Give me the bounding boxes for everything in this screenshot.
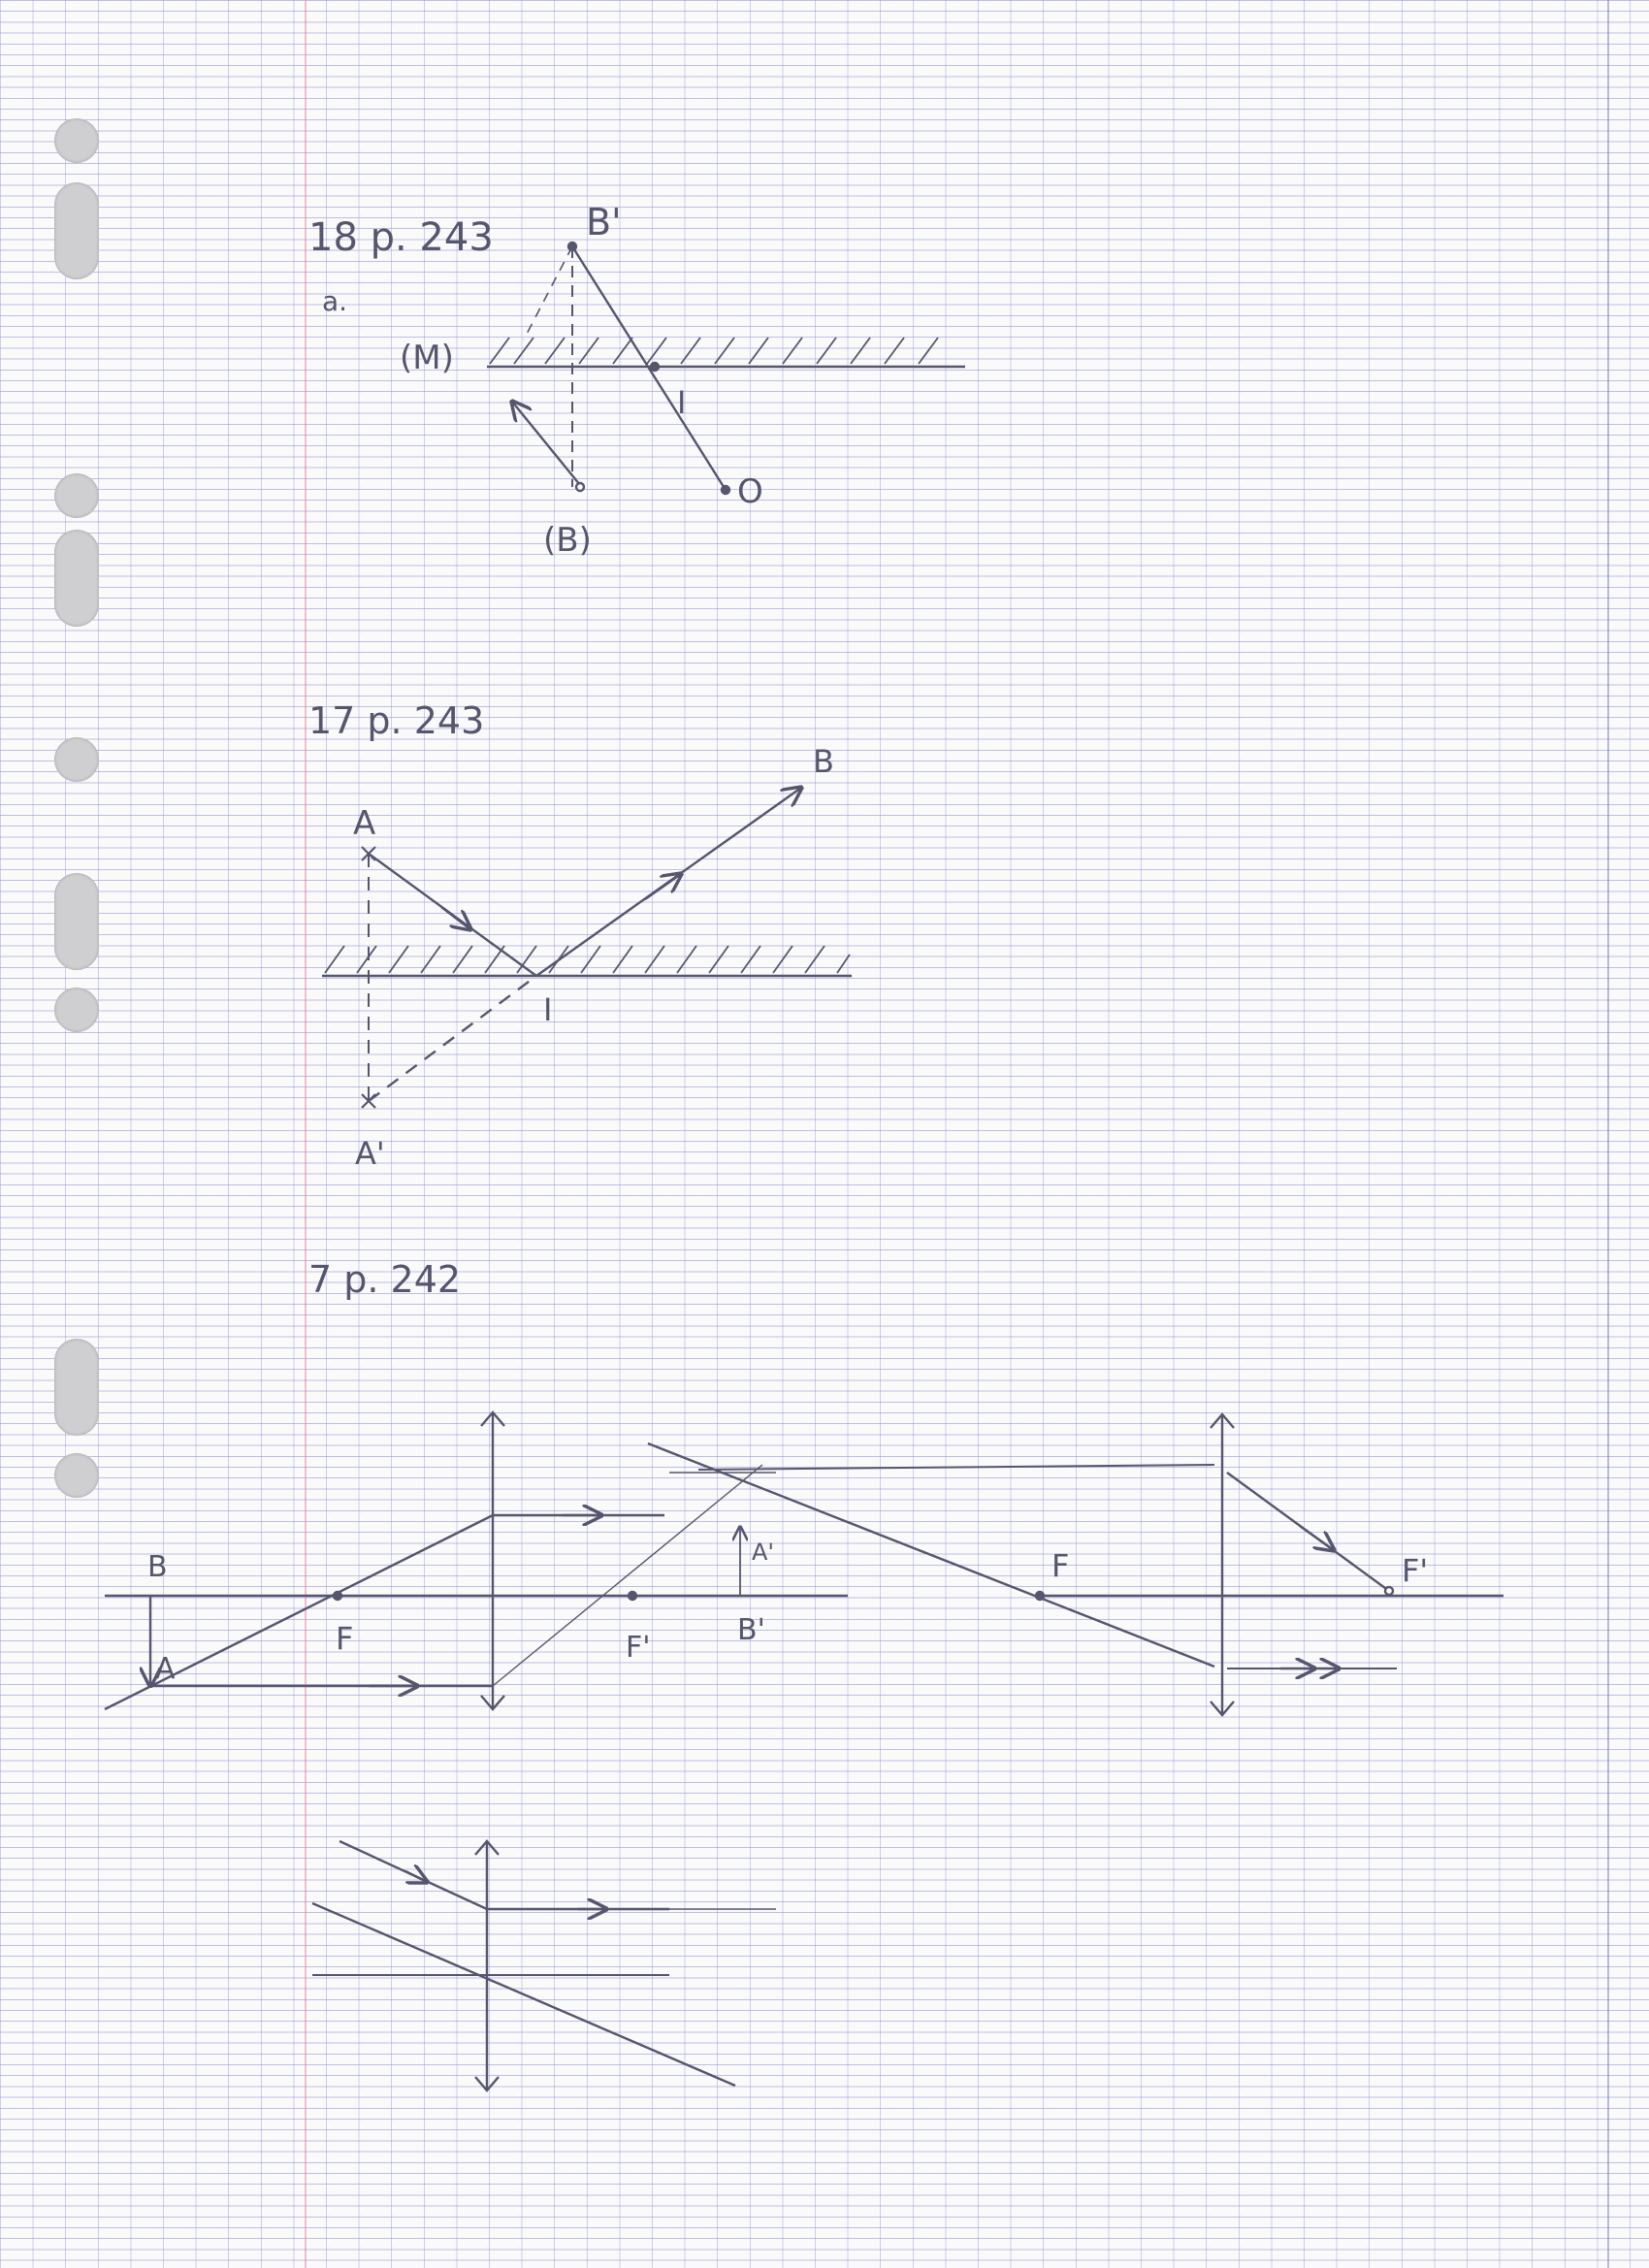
oblique-ray [648,1443,1214,1667]
central-ray [312,1903,735,2086]
point-a-label: A [155,1652,176,1686]
point-a-prime-label: A' [752,1539,775,1566]
point-b-prime-label: B' [737,1613,765,1647]
exercise-17-heading: 17 p. 243 [308,699,485,742]
point-b-label: B [813,743,834,780]
virtual-ray-line [572,246,726,490]
lens-sketch [312,1841,776,2090]
point-f-2-label: F [1051,1547,1070,1584]
point-f-prime-2 [1385,1587,1393,1595]
point-b-label: B [147,1550,168,1584]
point-o [722,486,729,494]
point-i [651,363,659,371]
virtual-ray-extension [524,246,572,340]
point-f-prime-label: F' [626,1631,651,1665]
point-i-label: I [677,384,687,421]
incident-ray-arrow [441,907,470,929]
exercise-17-figure [322,788,852,1108]
point-b [576,483,584,491]
point-f [334,1592,341,1600]
virtual-ray-dashed [369,976,536,1101]
point-a-prime-label: A' [355,1135,385,1172]
point-b-prime [568,243,576,250]
ray-arrow [1300,1526,1334,1550]
point-f-2 [1036,1592,1044,1600]
reflected-ray-arrow [645,874,681,899]
point-i-label: I [543,991,553,1028]
point-f-prime-2-label: F' [1402,1552,1429,1589]
exercise-18-heading: 18 p. 243 [308,215,494,260]
exercise-7-heading: 7 p. 242 [308,1258,462,1301]
part-a-label: a. [322,285,348,317]
point-f-prime [629,1592,636,1600]
exercise-7-figure-left [105,1412,848,1709]
exercise-7-figure-right [648,1414,1504,1715]
exercise-18-figure [487,243,965,494]
point-b-label: (B) [543,521,592,560]
incident-ray-arrow [512,402,580,485]
point-a-label: A [353,804,376,843]
point-b-prime-label: B' [586,201,622,243]
upper-parallel-ray [698,1465,1214,1470]
point-f-label: F [336,1620,354,1657]
mirror-hatching [325,946,850,973]
mirror-hatching [490,338,938,364]
point-o-label: O [737,472,763,511]
ray-arrow [405,1871,427,1882]
mirror-label: (M) [400,339,454,377]
